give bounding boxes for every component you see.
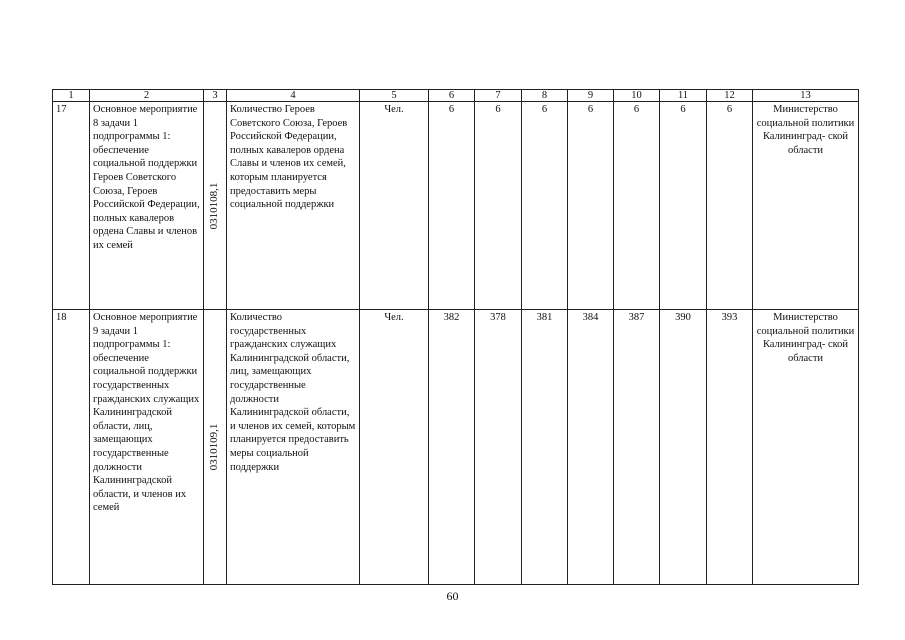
code-cell — [204, 310, 227, 585]
unit-cell: Чел. — [360, 310, 429, 585]
column-header: 3 — [204, 90, 227, 102]
value-cell: 390 — [660, 310, 707, 585]
value-cell: 384 — [568, 310, 614, 585]
column-header: 1 — [53, 90, 90, 102]
value-cell: 6 — [429, 102, 475, 310]
column-header: 4 — [227, 90, 360, 102]
value-cell: 387 — [614, 310, 660, 585]
table-row — [53, 102, 859, 310]
column-header: 6 — [429, 90, 475, 102]
value-cell: 6 — [475, 102, 522, 310]
value-cell: 6 — [707, 102, 753, 310]
value-cell: 381 — [522, 310, 568, 585]
value-cell: 6 — [660, 102, 707, 310]
event-cell: Основное мероприятие 8 задачи 1 подпрограммы 1: обеспечение социальной поддержки Героев Советского Союза, Героев Российской Федерации, полных кавалеров ордена Славы и членов их семей — [90, 102, 204, 310]
program-table — [52, 89, 859, 585]
column-header: 2 — [90, 90, 204, 102]
column-header: 8 — [522, 90, 568, 102]
indicator-cell: Количество Героев Советского Союза, Героев Российской Федерации, полных кавалеров ордена Славы и членов их семей, которым планируется предоставить меры социальной поддержки — [227, 102, 360, 310]
value-cell: 378 — [475, 310, 522, 585]
value-cell: 6 — [568, 102, 614, 310]
executor-cell: Министерство социальной политики Калинингpад- ской области — [753, 310, 859, 585]
column-header: 10 — [614, 90, 660, 102]
column-header: 9 — [568, 90, 614, 102]
column-header: 5 — [360, 90, 429, 102]
code-text: 0310109,1 — [208, 423, 221, 471]
row-number: 18 — [53, 310, 90, 585]
column-header: 11 — [660, 90, 707, 102]
page-number: 60 — [446, 589, 459, 603]
column-header: 13 — [753, 90, 859, 102]
event-cell: Основное мероприятие 9 задачи 1 подпрограммы 1: обеспечение социальной поддержки государственных гражданских служащих Калининградской области, лиц, замещающих государственные должности Калининградской области, и членов их семей — [90, 310, 204, 585]
value-cell: 6 — [522, 102, 568, 310]
unit-cell: Чел. — [360, 102, 429, 310]
code-text: 0310108,1 — [208, 182, 221, 229]
executor-cell: Министерство социальной политики Калинингpад- ской области — [753, 102, 859, 310]
code-cell — [204, 102, 227, 310]
value-cell: 393 — [707, 310, 753, 585]
row-number: 17 — [53, 102, 90, 310]
table-row — [53, 310, 859, 585]
value-cell: 382 — [429, 310, 475, 585]
value-cell: 6 — [614, 102, 660, 310]
column-header: 12 — [707, 90, 753, 102]
column-header: 7 — [475, 90, 522, 102]
header-row — [53, 90, 859, 102]
indicator-cell: Количество государственных гражданских служащих Калининградской области, лиц, замещающих государственные должности Калининградской области, и членов их семей, которым планируется предоставить меры социальной поддержки — [227, 310, 360, 585]
